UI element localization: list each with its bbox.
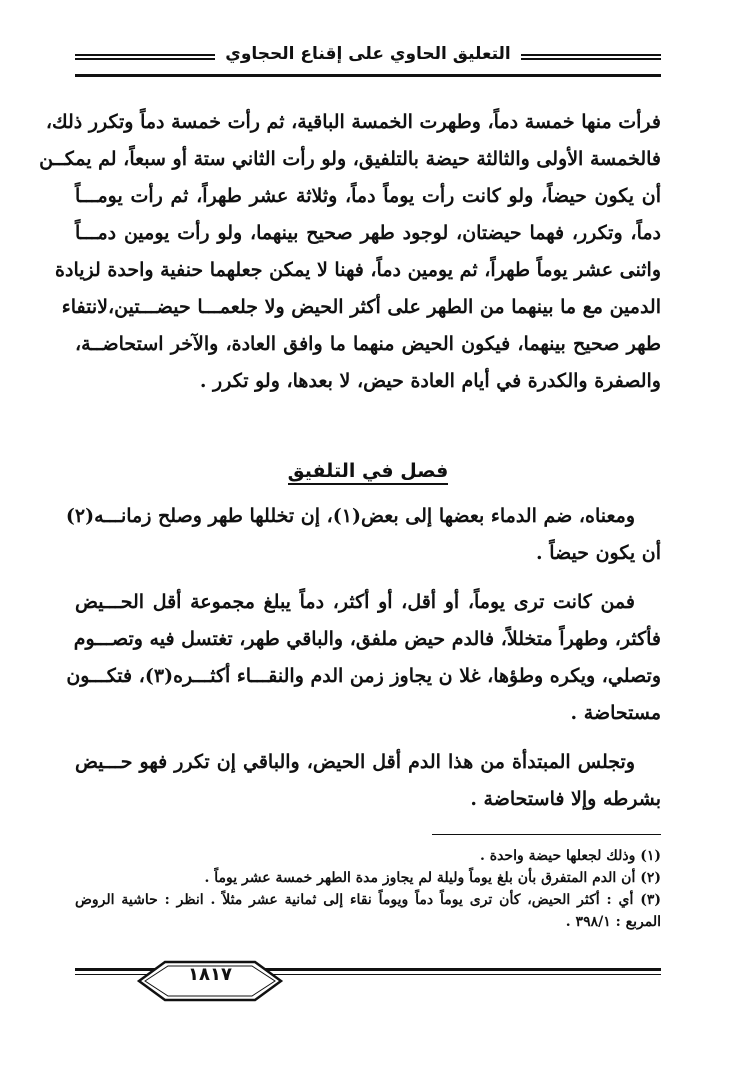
text-line: وتصلي، ويكره وطؤها، غلا ن يجاوز زمن الدم والنقـــاء أكثـــره(٣)، فتكـــون (66, 665, 661, 687)
text-line: فرأت منها خمسة دماً، وطهرت الخمسة الباقية، ثم رأت خمسة دماً وتكرر ذلك، (45, 111, 661, 133)
text-line: ومعناه، ضم الدماء بعضها إلى بعض(١)، إن تخللها طهر وصلح زمانـــه(٢) (65, 505, 635, 527)
text-line: والصفرة والكدرة في أيام العادة حيض، لا بعدها، ولو تكرر . (199, 370, 661, 392)
text-line: وتجلس المبتدأة من هذا الدم أقل الحيض، والباقي إن تكرر فهو حـــيض (75, 751, 635, 773)
paragraph-2 (65, 498, 661, 572)
text-line: واثنى عشر يوماً طهراً، ثم يومين دماً، فهنا لا يمكن جعلهما حنفية واحدة لزيادة (55, 259, 661, 281)
text-line: مستحاضة . (570, 702, 661, 724)
text-line: دماً، وتكرر، فهما حيضتان، لوجود طهر صحيح بينهما، ولو رأت يومين دمـــاً (75, 222, 661, 244)
text-line: الدمين مع ما بينهما من الطهر على أكثر الحيض ولا جلعمـــا حيضـــتين،لانتفاء (61, 296, 661, 318)
text-line: طهر صحيح بينهما، فيكون الحيض منهما ما وافق العادة، والآخر استحاضــة، (75, 333, 661, 355)
text-line: بشرطه وإلا فاستحاضة . (470, 788, 661, 810)
section-heading (75, 460, 661, 482)
paragraph-4 (75, 744, 661, 818)
running-title: التعليق الحاوي على إقناع الحجاوي (225, 44, 511, 64)
header-underline (75, 74, 661, 77)
paragraph-3 (66, 584, 661, 732)
text-line: أن يكون حيضاً . (536, 542, 661, 564)
text-line: فالخمسة الأولى والثالثة حيضة بالتلفيق، ولو رأت الثاني ستة أو سبعاً، لم يمكــن (39, 148, 661, 170)
paragraph-1 (39, 104, 661, 400)
footnotes (75, 845, 661, 933)
section-heading-text: فصل في التلفيق (288, 460, 449, 485)
text-line: أن يكون حيضاً، ولو كانت رأت يوماً دماً، وثلاثة عشر طهراً، ثم رأت يومـــاً (75, 185, 661, 207)
running-header (75, 42, 661, 78)
page-footer (75, 958, 661, 1004)
footnote-separator (432, 834, 661, 835)
text-line: فأكثر، وطهراً متخللاً، فالدم حيض ملفق، والباقي طهر، تغتسل فيه وتصـــوم (73, 628, 661, 650)
footnote-1: (١) وذلك لجعلها حيضة واحدة . (479, 848, 661, 864)
text-line: فمن كانت ترى يوماً، أو أقل، أو أكثر، دماً يبلغ مجموعة أقل الحـــيض (75, 591, 635, 613)
footnote-2: (٢) أن الدم المتفرق بأن بلغ يوماً وليلة لم يجاوز مدة الطهر خمسة عشر يوماً . (204, 870, 661, 886)
header-rule-left (75, 54, 215, 60)
page-number: ١٨١٧ (188, 964, 232, 985)
header-rule-right (521, 54, 661, 60)
footnote-3: (٣) أي : أكثر الحيض، كأن ترى يوماً دماً ويوماً نقاء إلى ثمانية عشر مثلاً . انظر : حاشية الروض المربع : ٣٩٨/١ . (75, 892, 661, 930)
